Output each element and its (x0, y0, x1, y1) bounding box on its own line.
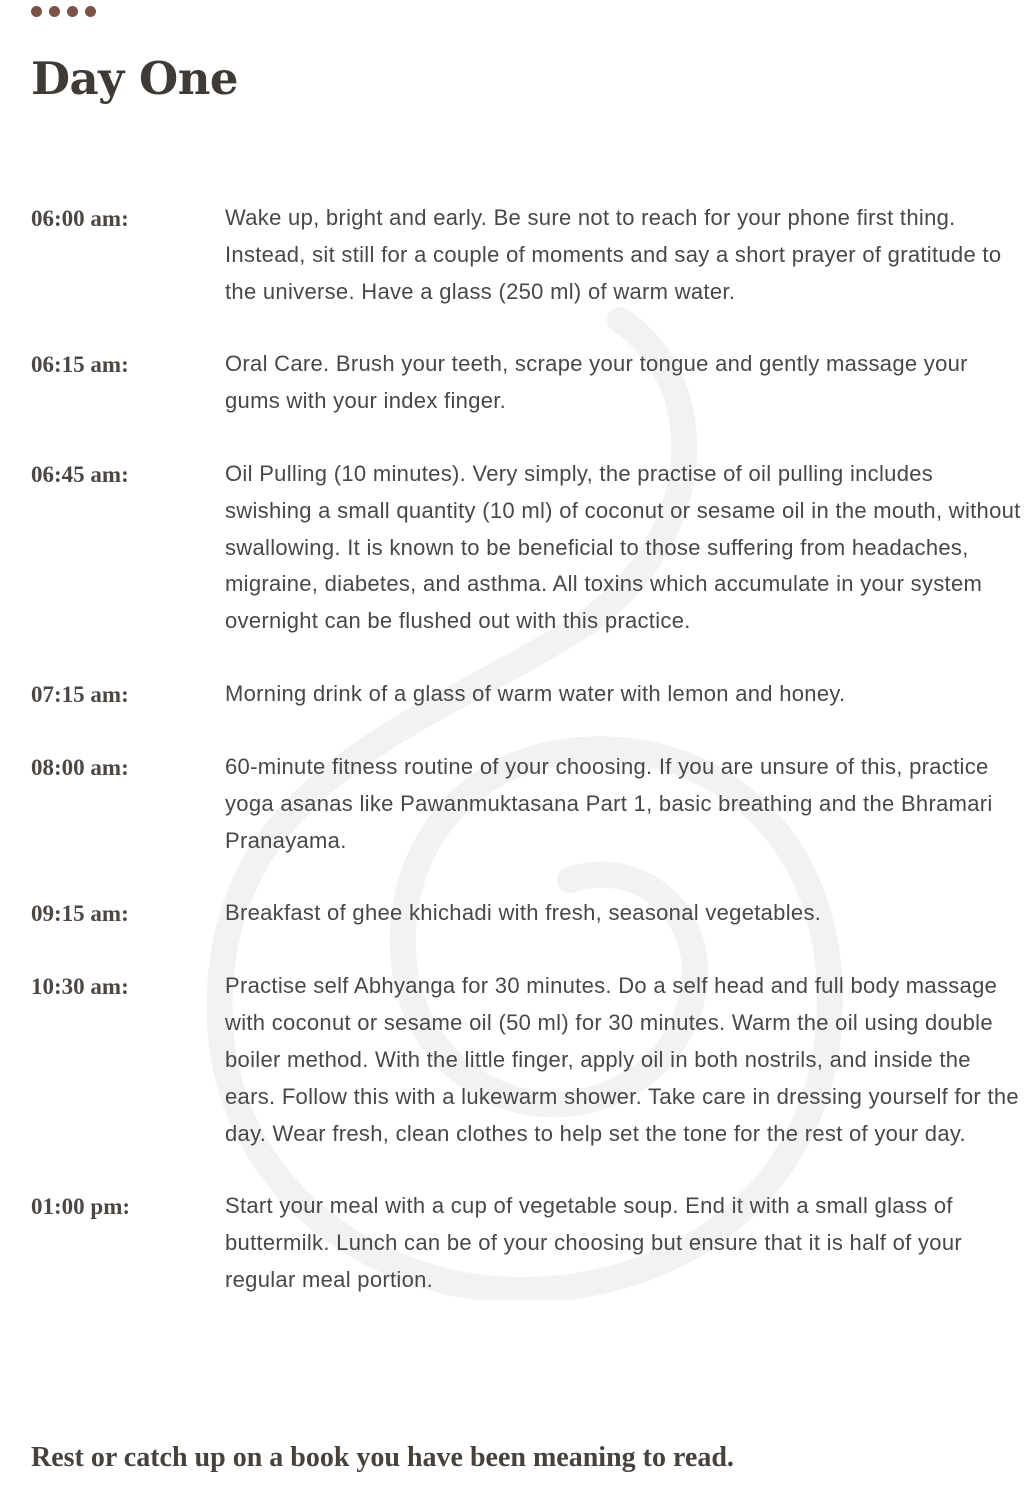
entry-description: Breakfast of ghee khichadi with fresh, seasonal vegetables. (225, 900, 822, 926)
entry-description: Oral Care. Brush your teeth, scrape your tongue and gently massage your gums with your index finger. (225, 351, 968, 414)
schedule-entry (31, 895, 1021, 932)
dot-icon (67, 6, 78, 17)
entry-time: 06:45 am: (31, 461, 129, 487)
schedule-list (31, 200, 1021, 1335)
decorative-dots (31, 6, 96, 17)
entry-time: 10:30 am: (31, 974, 129, 1000)
schedule-entry (31, 749, 1021, 859)
entry-time: 01:00 pm: (31, 1194, 131, 1220)
entry-description: 60-minute fitness routine of your choosing. If you are unsure of this, practice yoga asanas like Pawanmuktasana Part 1, basic breathing and the Bhramari Pranayama. (225, 753, 993, 853)
schedule-entry (31, 456, 1021, 640)
entry-description: Oil Pulling (10 minutes). Very simply, the practise of oil pulling includes swishing a small quantity (10 ml) of coconut or sesame oil in the mouth, without swallowing. It is known to be beneficial to those suffering from headaches, migraine, diabetes, and asthma. All toxins which accumulate in your system overnight can be flushed out with this practice. (225, 460, 1021, 634)
entry-time: 06:15 am: (31, 352, 129, 378)
dot-icon (31, 6, 42, 17)
entry-description: Morning drink of a glass of warm water with lemon and honey. (225, 680, 846, 706)
entry-description: Wake up, bright and early. Be sure not to reach for your phone first thing. Instead, sit still for a couple of moments and say a short prayer of gratitude to the universe. Have a glass (250 ml) of warm water. (225, 205, 1002, 304)
footer-note: Rest or catch up on a book you have been meaning to read. (31, 1442, 734, 1473)
dot-icon (49, 6, 60, 17)
dot-icon (85, 6, 96, 17)
entry-time: 07:15 am: (31, 681, 129, 707)
entry-time: 08:00 am: (31, 754, 129, 780)
schedule-entry (31, 1188, 1021, 1298)
entry-time: 09:15 am: (31, 901, 129, 927)
schedule-entry (31, 676, 1021, 713)
schedule-entry (31, 346, 1021, 420)
page-title: Day One (31, 52, 239, 105)
schedule-entry (31, 968, 1021, 1152)
entry-time: 06:00 am: (31, 206, 129, 231)
entry-description: Start your meal with a cup of vegetable soup. End it with a small glass of buttermilk. Lunch can be of your choosing but ensure that it is half of your regular meal portion. (225, 1193, 962, 1292)
entry-description: Practise self Abhyanga for 30 minutes. Do a self head and full body massage with coconut or sesame oil (50 ml) for 30 minutes. Warm the oil using double boiler method. With the little finger, apply oil in both nostrils, and inside the ears. Follow this with a lukewarm shower. Take care in dressing yourself for the day. Wear fresh, clean clothes to help set the tone for the rest of your day. (225, 973, 1019, 1146)
schedule-entry (31, 200, 1021, 310)
